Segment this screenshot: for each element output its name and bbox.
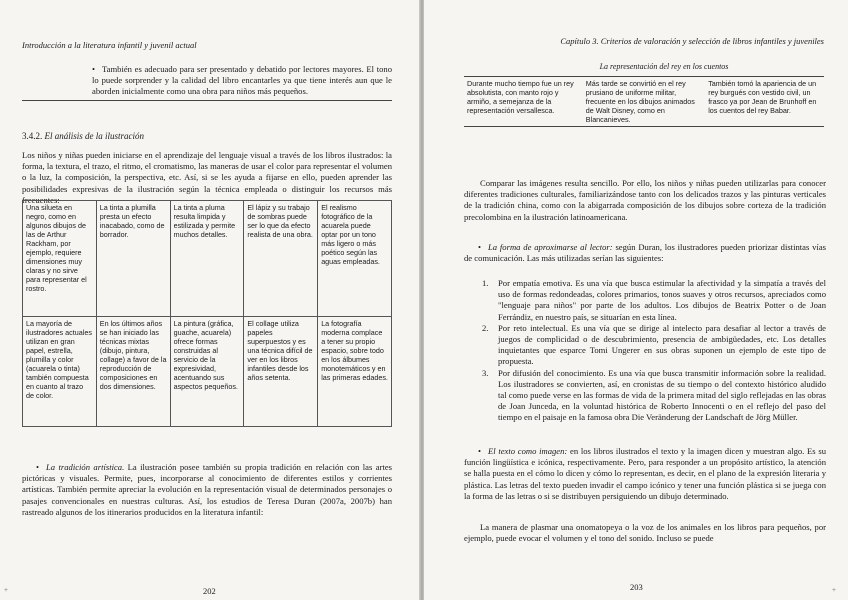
section-number: 3.4.2.	[22, 131, 43, 141]
right-page	[424, 0, 848, 600]
left-running-header: Introducción a la literatura infantil y juvenil actual	[22, 40, 197, 50]
onomatopoeia-paragraph: La manera de plasmar una onomatopeya o la voz de los animales en los libros para pequeños, por ejemplo, puede evocar el volumen y el tono del sonido. Incluso se puede	[464, 522, 826, 544]
table-row	[23, 317, 392, 427]
table-cell: Una silueta en negro, como en algunos dibujos de las de Arthur Rackham, por ejemplo, requiere dimensiones muy claras y no sirve para representar el rostro.	[23, 201, 97, 317]
table-cell: La tinta a pluma resulta limpida y estilizada y permite muchos detalles.	[170, 201, 244, 317]
reader-approach-bullet: • La forma de aproximarse al lector: según Duran, los ilustradores pueden priorizar distintas vías de comunicación. Las más utilizadas serían las siguientes:	[464, 242, 826, 264]
table-cell: En los últimos años se han iniciado las técnicas mixtas (dibujo, pintura, collage) a favor de la reproducción de composiciones en dos dimensiones.	[96, 317, 170, 427]
bullet-icon: •	[478, 446, 482, 456]
table-cell: La mayoría de ilustradores actuales utilizan en gran papel, estrella, plumilla y color (acuarela o tinta) también compuesta en cuanto al trazo de color.	[23, 317, 97, 427]
left-page-number: 202	[203, 586, 216, 596]
comparison-paragraph: Comparar las imágenes resulta sencillo. Por ello, los niños y niñas pueden utilizarlas para conocer diferentes tradiciones culturales, familiarizándose tanto con los delicados trazos y las pinturas verticales de la tradición china, como con la abigarrada composición de los dibujos sobre corteza de la tradición precolombina en la ilustración latinoamericana.	[464, 178, 826, 222]
communication-list	[482, 278, 826, 424]
bullet-lead: La forma de aproximarse al lector:	[488, 242, 613, 252]
table-cell: Durante mucho tiempo fue un rey absolutista, con manto rojo y armiño, a semejanza de la representación versallesca.	[467, 79, 574, 115]
table-cell: La fotografía moderna complace a tener su propio espacio, sobre todo en los álbumes monotemáticos y en las primeras edades.	[318, 317, 392, 427]
table-row	[464, 77, 824, 127]
table-cell: El lápiz y su trabajo de sombras puede ser lo que da efecto realista de una obra.	[244, 201, 318, 317]
right-running-header: Capítulo 3. Criterios de valoración y selección de libros infantiles y juveniles	[560, 36, 824, 46]
table-cell: El collage utiliza papeles superpuestos y es una técnica difícil de ver en los libros infantiles desde los años setenta.	[244, 317, 318, 427]
table-cell: Más tarde se convirtió en el rey prusiano de uniforme militar, frecuente en los dibujos animados de Walt Disney, como en Blancanieves.	[585, 79, 695, 124]
bullet-icon: •	[478, 242, 482, 252]
bullet-icon: •	[36, 462, 40, 472]
table-caption: La representación del rey en los cuentos	[599, 62, 729, 71]
table-cell: La pintura (gráfica, guache, acuarela) ofrece formas construidas al servicio de la expresividad, acentuando sus aspectos pequeños.	[170, 317, 244, 427]
intro-paragraph: Los niños y niñas pueden iniciarse en el aprendizaje del lenguaje visual a través de los libros ilustrados: la forma, la textura, el trazo, el ritmo, el cromatismo, las maneras de usar el color para representar el volumen o la luz, la composición, la perspectiva, etc. Así, si se les ayuda a fijarse en ello, pueden aprender las posibilidades expresivas de la ilustración según la técnica empleada o distinguir los recursos más frecuentes:	[22, 150, 392, 205]
tradition-bullet: • La tradición artística. La ilustración posee también su propia tradición en relación con las artes pictóricas y visuales. Permite, pues, incorporarse al conocimiento de diferentes estilos y corrientes artísticas. También permite apreciar la evolución en la representación visual de determinados personajes o pasajes convencionales en nuestras culturas. Así, los estudios de Teresa Duran (2007a, 2007b) han rastreado algunos de los itinerarios producidos en la literatura infantil:	[22, 462, 392, 517]
crop-mark: +	[832, 586, 836, 594]
list-item: 2. Por reto intelectual. Es una vía que se dirige al intelecto para desafiar al lector a través de juegos de complicidad o de descubrimiento, presencia de ambigüedades, etc. Los detalles inquietantes que esparce Tomi Ungerer en sus obras suponen un ejemplo de este tipo de propuesta.	[482, 322, 826, 367]
section-heading	[22, 131, 144, 141]
bullet-lead: La tradición artística.	[46, 462, 125, 472]
king-representation-table	[464, 76, 824, 127]
section-title: El análisis de la ilustración	[44, 131, 145, 141]
left-page	[0, 0, 420, 600]
bullet-lead: El texto como imagen:	[488, 446, 568, 456]
table-cell: El realismo fotográfico de la acuarela puede optar por un tono más ligero o más poético según las aguas empleadas.	[318, 201, 392, 317]
table-cell: También tomó la apariencia de un rey burgués con vestido civil, un frasco ya por Jean de Brunhoff en los cuentos del rey Babar.	[708, 79, 817, 115]
list-item: 1. Por empatía emotiva. Es una vía que busca estimular la afectividad y la simpatía a través del uso de formas redondeadas, colores primarios, tonos suaves y otros recursos, apreciados como "lenguaje para niños" por parte de los adultos. Los dibujos de Beatrix Potter o de Joan Ferrándiz, en nuestro país, se situarían en esta línea.	[482, 278, 826, 322]
table-cell: La tinta a plumilla presta un efecto inacabado, como de borrador.	[96, 201, 170, 317]
crop-mark: +	[4, 586, 8, 594]
top-bullet: • También es adecuado para ser presentado y debatido por lectores mayores. El tono lo puede sorprender y la calidad del libro encantarles ya que tiene interés aun que le aborden inicialmente como una obra para niños más pequeños.	[92, 64, 392, 97]
bullet-icon: •	[92, 64, 96, 74]
top-rule	[22, 100, 392, 101]
text-as-image-bullet: • El texto como imagen: en los libros ilustrados el texto y la imagen dicen y muestran algo. Es su función lingüística e icónica, respectivamente. Pero, para responder a un propósito artístico, la atención se halla puesta en el cómo lo dicen y cómo lo representan, es decir, en el plano de la expresión literaria y plástica. Las letras del texto pueden invadir el campo icónico y tener una función plástica si se juega con la forma de las letras o si se distribuyen persiguiendo un dibujo determinado.	[464, 446, 827, 501]
list-item: 3. Por difusión del conocimiento. Es una vía que busca transmitir información sobre la realidad. Los ilustradores se convierten, así, en cronistas de su tiempo o del contexto histórico aludido tal como puede verse en las formas de vida de la primera mitad del siglo reflejadas en las obras de Joan Junceda, en la voluntad histórica de Roberto Innocenti o en el reflejo del paso del tiempo en el paisaje en la famosa obra Die Veränderung der Landschaft de Jörg Müller.	[482, 367, 826, 423]
right-page-number: 203	[630, 582, 643, 592]
table-row	[23, 201, 392, 317]
illustration-techniques-table	[22, 200, 392, 427]
